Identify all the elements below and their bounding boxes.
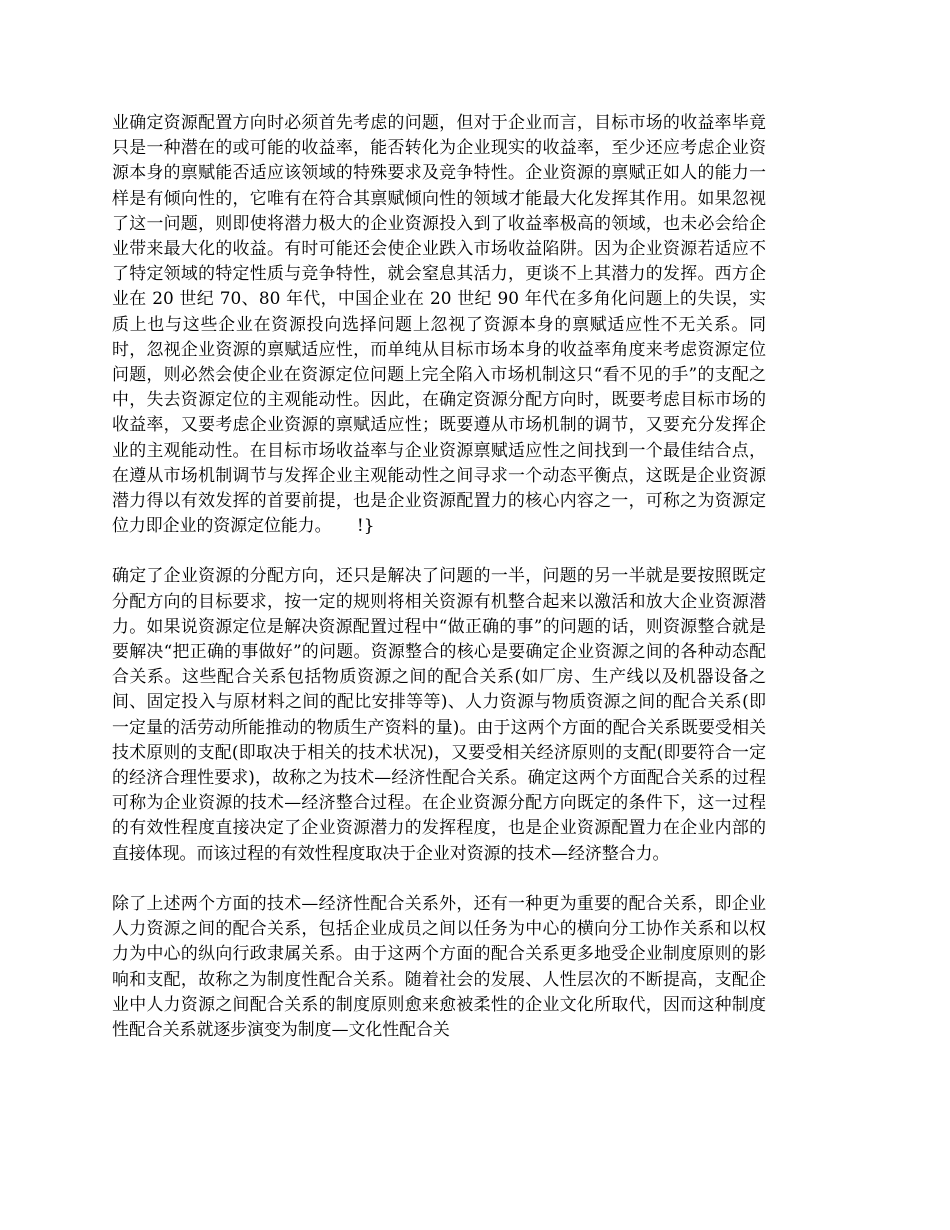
document-body [112, 110, 766, 1067]
paragraph-institutional-relations: 除了上述两个方面的技术—经济性配合关系外，还有一种更为重要的配合关系，即企业人力资源之间的配合关系，包括企业成员之间以任务为中心的横向分工协作关系和以权力为中心的纵向行政隶属关系。由于这两个方面的配合关系更多地受企业制度原则的影响和支配，故称之为制度性配合关系。随着社会的发展、人性层次的不断提高，支配企业中人力资源之间配合关系的制度原则愈来愈被柔性的企业文化所取代，因而这种制度性配合关系就逐步演变为制度—文化性配合关 [112, 892, 766, 1039]
paragraph-resource-integration: 确定了企业资源的分配方向，还只是解决了问题的一半，问题的另一半就是要按照既定分配方向的目标要求，按一定的规则将相关资源有机整合起来以激活和放大企业资源潜力。如果说资源定位是解决资源配置过程中“做正确的事”的问题的话，则资源整合就是要解决“把正确的事做好”的问题。资源整合的核心是要确定企业资源之间的各种动态配合关系。这些配合关系包括物质资源之间的配合关系(如厂房、生产线以及机器设备之间、固定投入与原材料之间的配比安排等等)、人力资源与物质资源之间的配合关系(即一定量的活劳动所能推动的物质生产资料的量)。由于这两个方面的配合关系既要受相关技术原则的支配(即取决于相关的技术状况)，又要受相关经济原则的支配(即要符合一定的经济合理性要求)，故称之为技术—经济性配合关系。确定这两个方面配合关系的过程可称为企业资源的技术—经济整合过程。在企业资源分配方向既定的条件下，这一过程的有效性程度直接决定了企业资源潜力的发挥程度，也是企业资源配置力在企业内部的直接体现。而该过程的有效性程度取决于企业对资源的技术—经济整合力。 [112, 565, 766, 863]
paragraph-resource-positioning: 业确定资源配置方向时必须首先考虑的问题，但对于企业而言，目标市场的收益率毕竟只是一种潜在的或可能的收益率，能否转化为企业现实的收益率，至少还应考虑企业资源本身的禀赋能否适应该领域的特殊要求及竞争特性。企业资源的禀赋正如人的能力一样是有倾向性的，它唯有在符合其禀赋倾向性的领域才能最大化发挥其作用。如果忽视了这一问题，则即使将潜力极大的企业资源投入到了收益率极高的领域，也未必会给企业带来最大化的收益。有时可能还会使企业跌入市场收益陷阱。因为企业资源若适应不了特定领域的特定性质与竞争特性，就会窒息其活力，更谈不上其潜力的发挥。西方企业在 20 世纪 70、80 年代，中国企业在 20 世纪 90 年代在多角化问题上的失误，实质上也与这些企业在资源投向选择问题上忽视了资源本身的禀赋适应性不无关系。同时，忽视企业资源的禀赋适应性，而单纯从目标市场本身的收益率角度来考虑资源定位问题，则必然会使企业在资源定位问题上完全陷入市场机制这只“看不见的手”的支配之中，失去资源定位的主观能动性。因此，在确定资源分配方向时，既要考虑目标市场的收益率，又要考虑企业资源的禀赋适应性；既要遵从市场机制的调节，又要充分发挥企业的主观能动性。在目标市场收益率与企业资源禀赋适应性之间找到一个最佳结合点，在遵从市场机制调节与发挥企业主观能动性之间寻求一个动态平衡点，这既是企业资源潜力得以有效发挥的首要前提，也是企业资源配置力的核心内容之一，可称之为资源定位力即企业的资源定位能力。 !} [112, 112, 766, 536]
